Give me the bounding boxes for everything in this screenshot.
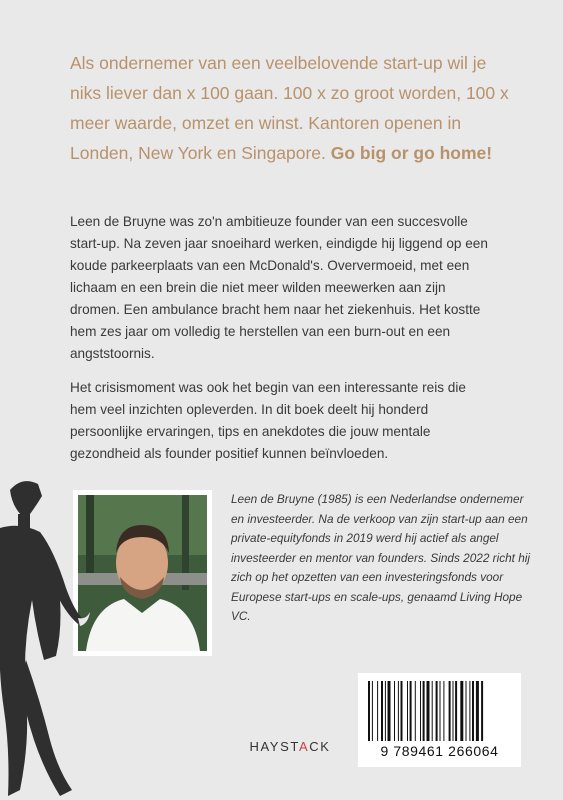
isbn-number: 9 789461 266064	[380, 743, 499, 759]
isbn-barcode	[358, 673, 521, 767]
author-bio: Leen de Bruyne (1985) is een Nederlandse ondernemer en investeerder. Na de verkoop van zijn start-up aan een private-equityfonds in 2019 werd hij actief als angel investeerder en mentor van founders. Sinds 2022 richt hij zich op het opzetten van een investeringsfonds voor Europese start-ups en scale-ups, genaamd Living Hope VC.	[231, 492, 531, 623]
barcode-bars	[368, 681, 511, 741]
publisher-name-start: HAYST	[249, 739, 299, 754]
blurb-emphasis: Go big or go home!	[330, 143, 493, 163]
blurb-text: Als ondernemer van een veelbelovende start-up wil je niks liever dan x 100 gaan. 100 x zo groot worden, 100 x meer waarde, omzet en winst. Kantoren openen in Londen, New York en Singapore.	[70, 53, 509, 163]
walking-figure-illustration	[0, 470, 110, 800]
publisher-name-end: CK	[309, 739, 331, 754]
description-paragraph-1: Leen de Bruyne was zo'n ambitieuze founder van een succesvolle start-up. Na zeven jaar snoeihard werken, eindigde hij liggend op een koude parkeerplaats van een McDonald's. Oververmoeid, met een lichaam en een brein die niet meer wilden meewerken aan zijn dromen. Een ambulance bracht hem naar het ziekenhuis. Het kostte hem zes jaar om volledig te herstellen van een burn-out en een angststoornis.	[70, 214, 488, 361]
publisher-name-accent: A	[298, 739, 310, 754]
publisher-logo	[230, 739, 350, 754]
description-paragraph-2: Het crisismoment was ook het begin van een interessante reis die hem veel inzichten opleverden. In dit boek deelt hij honderd persoonlijke ervaringen, tips en anekdotes die jouw mentale gezondheid als founder positief kunnen beïnvloeden.	[70, 380, 466, 461]
cover-blurb	[70, 48, 510, 168]
